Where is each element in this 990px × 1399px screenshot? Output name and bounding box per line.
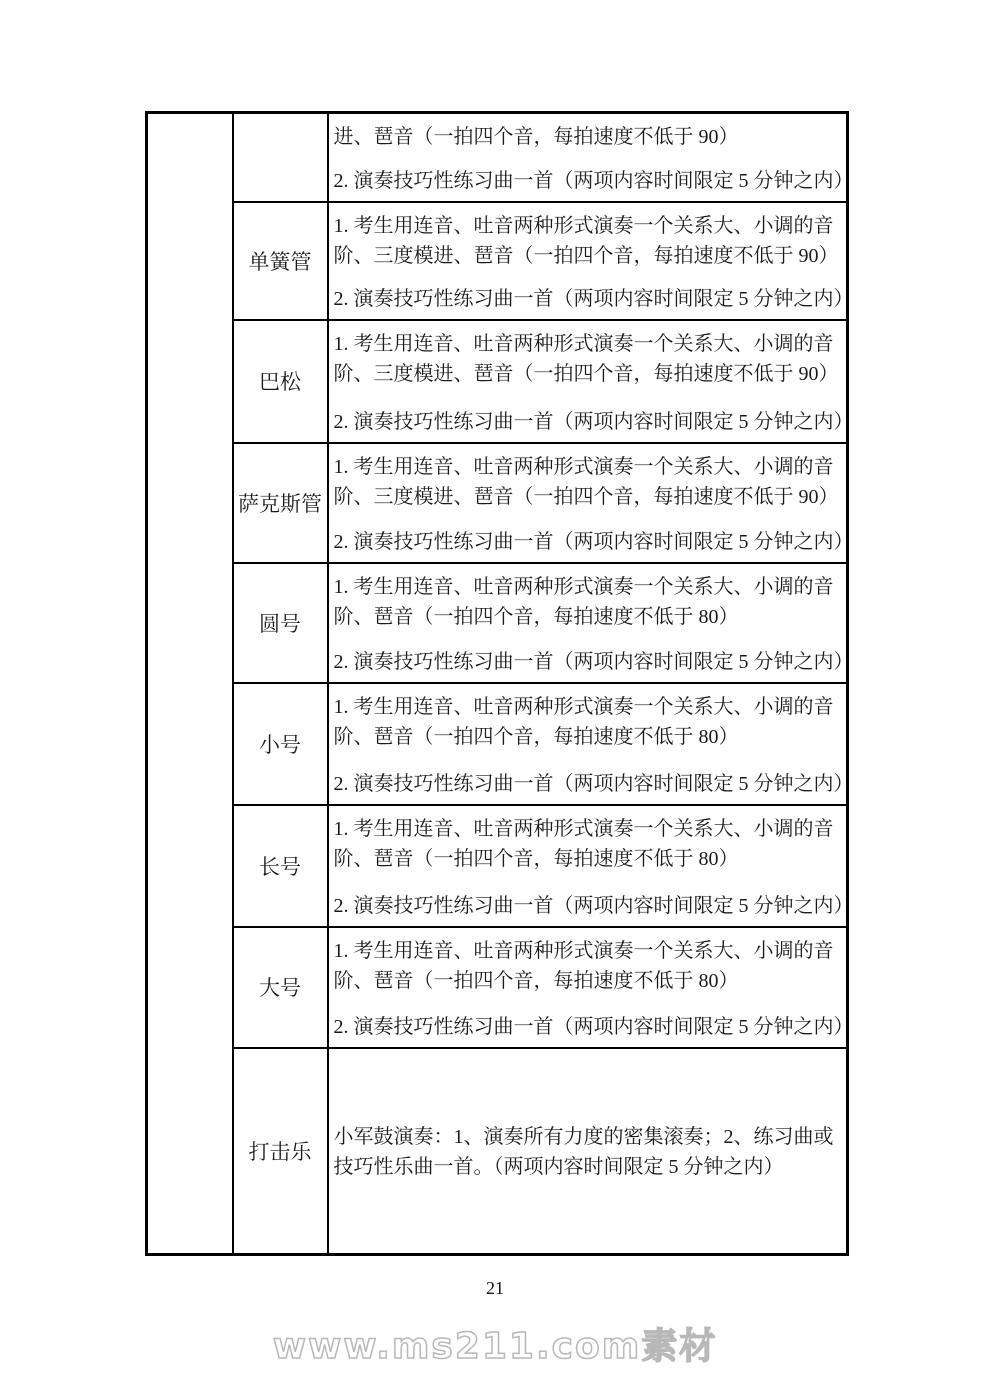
instrument-cell: 单簧管 [233, 202, 328, 320]
requirement-item: 2. 演奏技巧性练习曲一首（两项内容时间限定 5 分钟之内） [333, 169, 854, 192]
requirements-cell [328, 320, 854, 443]
requirement-item: 2. 演奏技巧性练习曲一首（两项内容时间限定 5 分钟之内） [333, 1015, 854, 1038]
requirement-item: 1. 考生用连音、吐音两种形式演奏一个关系大、小调的音阶、三度模进、琶音（一拍四个音，每拍速度不低于 90） [333, 332, 839, 385]
requirement-item: 1. 考生用连音、吐音两种形式演奏一个关系大、小调的音阶、三度模进、琶音（一拍四个音，每拍速度不低于 90） [333, 455, 839, 508]
requirement-item: 1. 考生用连音、吐音两种形式演奏一个关系大、小调的音阶、琶音（一拍四个音，每拍速度不低于 80） [333, 817, 834, 870]
row-french-horn [147, 563, 848, 683]
requirement-item: 2. 演奏技巧性练习曲一首（两项内容时间限定 5 分钟之内） [333, 530, 854, 553]
requirement-item: 2. 演奏技巧性练习曲一首（两项内容时间限定 5 分钟之内） [333, 650, 854, 673]
requirements-cell [328, 1048, 848, 1255]
requirement-item: 1. 考生用连音、吐音两种形式演奏一个关系大、小调的音阶、琶音（一拍四个音，每拍速度不低于 80） [333, 695, 834, 748]
row-bassoon [147, 320, 848, 443]
instrument-cell: 萨克斯管 [233, 443, 328, 563]
requirements-cell [328, 202, 854, 320]
requirements-cell [328, 443, 854, 563]
requirement-item: 进、琶音（一拍四个音，每拍速度不低于 90） [333, 126, 739, 148]
requirement-item: 1. 考生用连音、吐音两种形式演奏一个关系大、小调的音阶、琶音（一拍四个音，每拍速度不低于 80） [333, 575, 834, 628]
requirement-item: 2. 演奏技巧性练习曲一首（两项内容时间限定 5 分钟之内） [333, 772, 854, 795]
instrument-cell: 长号 [233, 805, 328, 927]
requirements-cell [328, 805, 854, 927]
row-tuba [147, 927, 848, 1048]
instrument-cell [233, 113, 328, 202]
category-cell [147, 113, 233, 1255]
instrument-cell: 圆号 [233, 563, 328, 683]
row-trombone [147, 805, 848, 927]
requirement-item: 2. 演奏技巧性练习曲一首（两项内容时间限定 5 分钟之内） [333, 287, 854, 310]
row-continuation [147, 113, 848, 202]
requirement-item: 1. 考生用连音、吐音两种形式演奏一个关系大、小调的音阶、三度模进、琶音（一拍四个音，每拍速度不低于 90） [333, 214, 839, 267]
row-saxophone [147, 443, 848, 563]
requirement-item: 2. 演奏技巧性练习曲一首（两项内容时间限定 5 分钟之内） [333, 894, 854, 917]
requirements-cell [328, 927, 854, 1048]
requirement-item: 2. 演奏技巧性练习曲一首（两项内容时间限定 5 分钟之内） [333, 410, 854, 433]
instrument-cell: 大号 [233, 927, 328, 1048]
instrument-cell: 巴松 [233, 320, 328, 443]
page-number: 21 [486, 1278, 504, 1298]
exam-requirements-table [145, 111, 854, 1256]
instrument-cell: 打击乐 [233, 1048, 328, 1255]
row-trumpet [147, 683, 848, 805]
requirements-cell [328, 563, 854, 683]
requirements-cell [328, 683, 854, 805]
requirement-item: 1. 考生用连音、吐音两种形式演奏一个关系大、小调的音阶、琶音（一拍四个音，每拍速度不低于 80） [333, 939, 834, 992]
row-percussion [147, 1048, 848, 1255]
instrument-cell: 小号 [233, 683, 328, 805]
requirements-cell [328, 113, 854, 202]
requirement-item: 小军鼓演奏：1、演奏所有力度的密集滚奏；2、练习曲或技巧性乐曲一首。（两项内容时间限定 5 分钟之内） [333, 1126, 834, 1179]
row-clarinet [147, 202, 848, 320]
watermark: www.ms211.com素材 [272, 1326, 718, 1367]
